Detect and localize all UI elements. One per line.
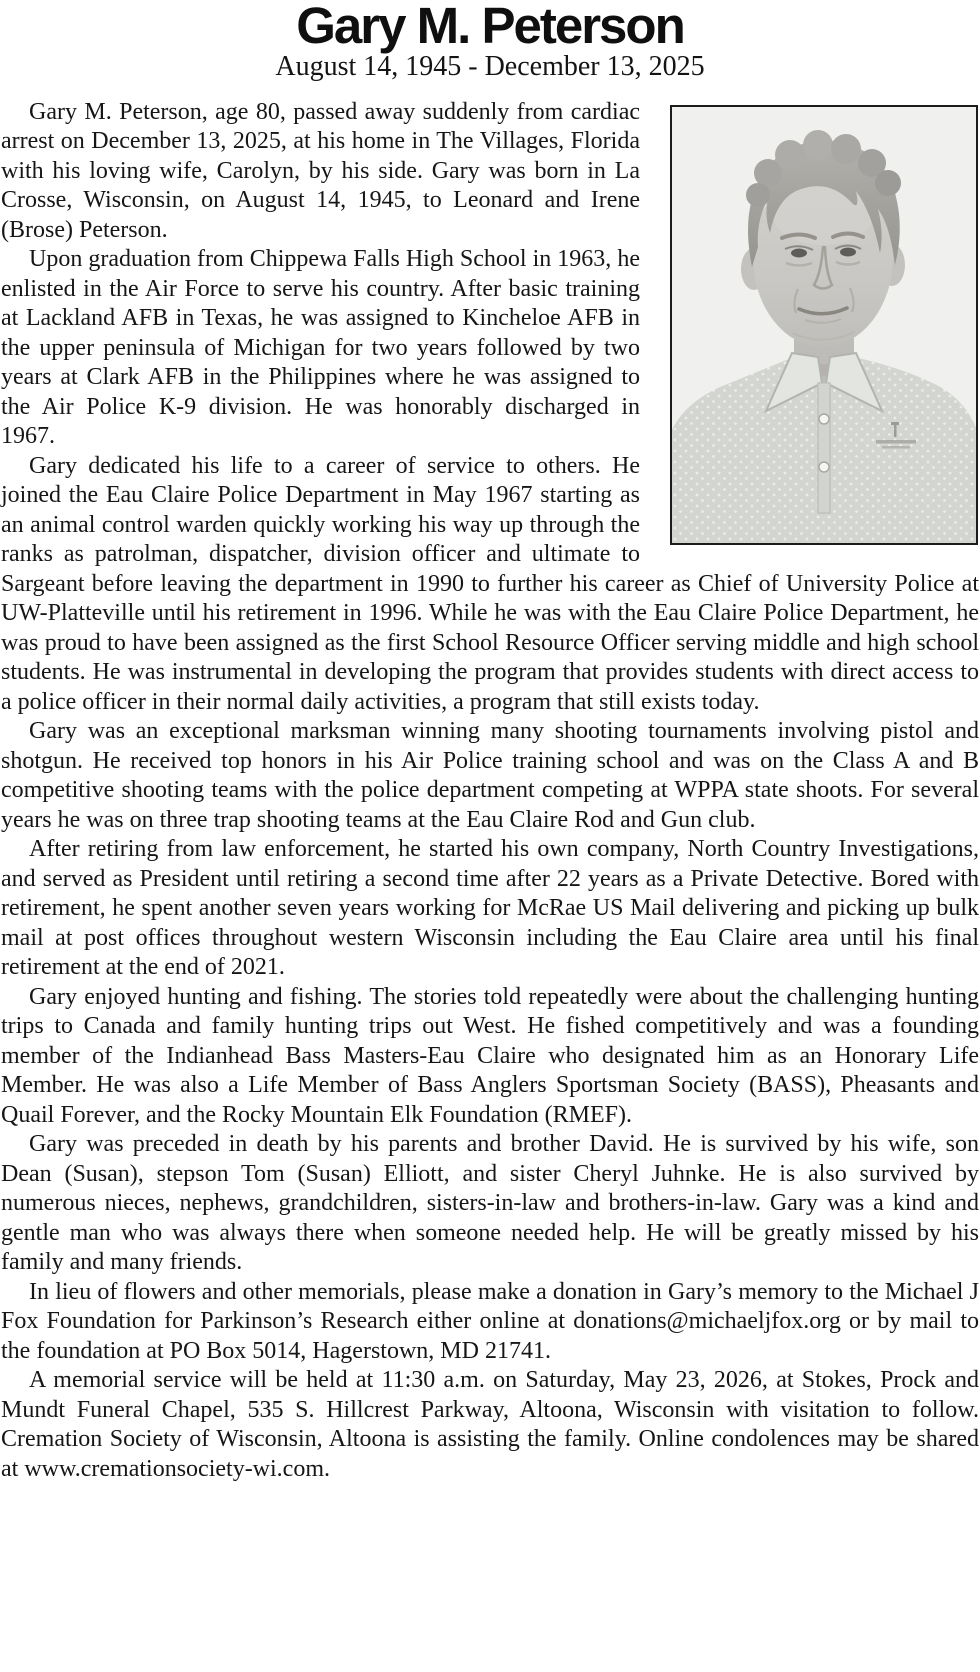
obituary-paragraph: Gary dedicated his life to a career of service to others. He joined the Eau Claire Police Department in May 1967 starting as an animal control warden quickly working his way up through the ranks as patrolman, dispatcher, division officer and ultimate to Sargeant before leaving the department in 1990 to further his career as Chief of University Police at UW-Platteville until his retirement in 1996. While he was with the Eau Claire Police Department, he was proud to have been assigned as the first School Resource Officer serving middle and high school students. He was instrumental in developing the program that provides students with direct access to a police officer in their normal daily activities, a program that still exists today. (1, 452, 979, 715)
portrait-photo-illustration (672, 107, 976, 543)
obituary-paragraph: Gary enjoyed hunting and fishing. The stories told repeatedly were about the challenging hunting trips to Canada and family hunting trips out West. He fished competitively and was a founding member of the Indianhead Bass Masters-Eau Claire who designated him as an Honorary Life Member. He was also a Life Member of Bass Anglers Sportsman Society (BASS), Pheasants and Quail Forever, and the Rocky Mountain Elk Foundation (RMEF). (1, 983, 979, 1128)
obituary-paragraph: Upon graduation from Chippewa Falls High School in 1963, he enlisted in the Air Force to serve his country. After basic training at Lackland AFB in Texas, he was assigned to Kincheloe AFB in the upper peninsula of Michigan for two years followed by two years at Clark AFB in the Philippines where he was assigned to the Air Police K-9 division. He was honorably discharged in 1967. (1, 246, 640, 450)
obituary-body (1, 98, 979, 1485)
obituary-paragraph: Gary was preceded in death by his parents and brother David. He is survived by his wife, son Dean (Susan), stepson Tom (Susan) Elliott, and sister Cheryl Juhnke. He is also survived by numerous nieces, nephews, grandchildren, sisters-in-law and brothers-in-law. Gary was a kind and gentle man who was always there when someone needed help. He will be greatly missed by his family and many friends. (1, 1131, 979, 1276)
obituary-paragraph: Gary was an exceptional marksman winning many shooting tournaments involving pistol and shotgun. He received top honors in his Air Police training school and was on the Class A and B competitive shooting teams with the police department competing at WPPA state shoots. For several years he was on three trap shooting teams at the Eau Claire Rod and Gun club. (1, 718, 979, 833)
birth-death-dates: August 14, 1945 - December 13, 2025 (275, 51, 705, 82)
obituary-paragraph: After retiring from law enforcement, he started his own company, North Country Investigations, and served as President until retiring a second time after 22 years as a Private Detective. Bored with retirement, he spent another seven years working for McRae US Mail delivering and picking up bulk mail at post offices throughout western Wisconsin including the Eau Claire area until his final retirement at the end of 2021. (1, 836, 979, 981)
obituary-paragraph: In lieu of flowers and other memorials, please make a donation in Gary’s memory to the Michael J Fox Foundation for Parkinson’s Research either online at donations@michaeljfox.org or by mail to the foundation at PO Box 5014, Hagerstown, MD 21741. (1, 1278, 979, 1364)
portrait-photo (670, 105, 978, 545)
deceased-name-heading: Gary M. Peterson (296, 0, 684, 54)
obituary-paragraph: A memorial service will be held at 11:30 a.m. on Saturday, May 23, 2026, at Stokes, Prock and Mundt Funeral Chapel, 535 S. Hillcrest Parkway, Altoona, Wisconsin with visitation to follow. Cremation Society of Wisconsin, Altoona is assisting the family. Online condolences may be shared at www.cremationsociety-wi.com. (1, 1367, 979, 1482)
obituary-paragraph: Gary M. Peterson, age 80, passed away suddenly from cardiac arrest on December 13, 2025, at his home in The Villages, Florida with his loving wife, Carolyn, by his side. Gary was born in La Crosse, Wisconsin, on August 14, 1945, to Leonard and Irene (Brose) Peterson. (1, 98, 640, 243)
